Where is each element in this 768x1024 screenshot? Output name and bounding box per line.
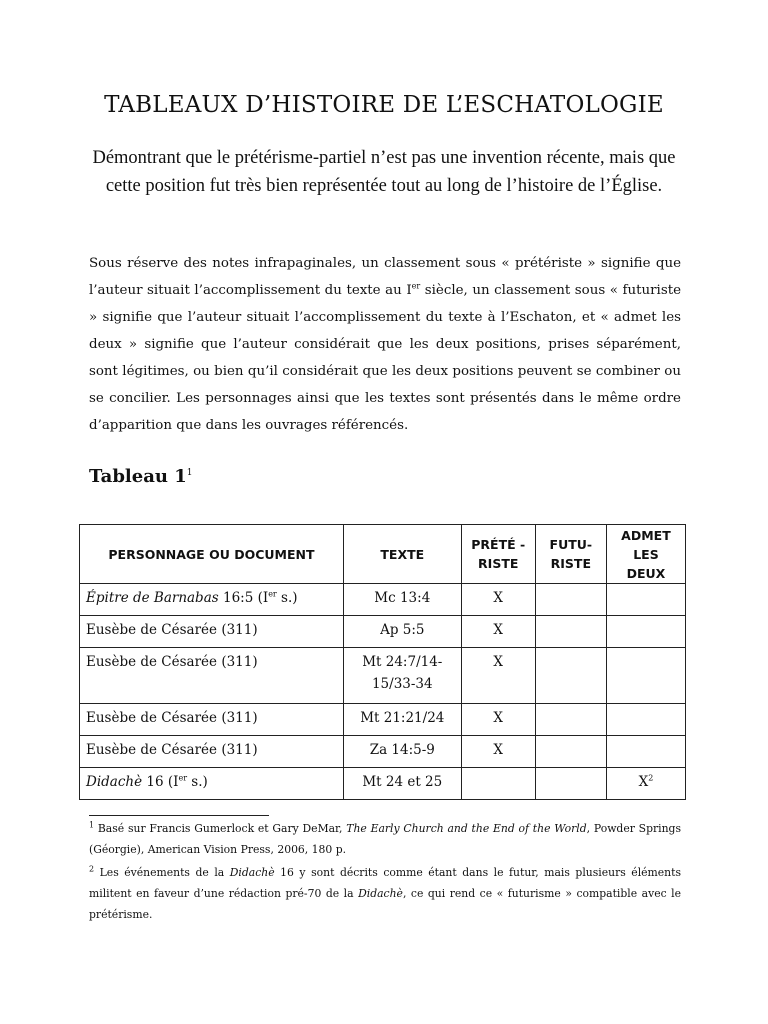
footnote-2-number: 2 bbox=[89, 864, 95, 874]
cell-admet bbox=[606, 704, 685, 736]
cell-futuriste bbox=[535, 736, 606, 768]
footnote-1 bbox=[89, 818, 681, 860]
intro-text-1: Sous réserve des notes infrapaginales, un classement sous « prétériste » signifie que l’auteur situait l’accomplissement du texte au I bbox=[89, 256, 681, 298]
cell-person-text: Eusèbe de Césarée (311) bbox=[86, 654, 258, 670]
footnote-1-text-a: Basé sur Francis Gumerlock et Gary DeMar, bbox=[94, 822, 347, 835]
cell-person-text: 16:5 (I bbox=[218, 590, 269, 606]
cell-person-text: 16 (I bbox=[142, 774, 179, 790]
footnote-2-text-a: Les événements de la bbox=[94, 866, 230, 879]
subtitle: Démontrant que le prétérisme-partiel n’est pas une invention récente, mais que cette position fut très bien représentée tout au long de l’histoire de l’Église. bbox=[92, 148, 676, 196]
cell-futuriste bbox=[535, 648, 606, 704]
table-row bbox=[80, 584, 686, 616]
cell-person-sup: er bbox=[268, 589, 277, 599]
cell-person bbox=[80, 768, 344, 800]
table-row bbox=[80, 616, 686, 648]
header-person: PERSONNAGE OU DOCUMENT bbox=[80, 525, 344, 584]
cell-person bbox=[80, 584, 344, 616]
intro-paragraph bbox=[89, 250, 681, 439]
cell-person bbox=[80, 616, 344, 648]
cell-texte: Mc 13:4 bbox=[343, 584, 461, 616]
header-preteriste: PRÉTÉ -RISTE bbox=[461, 525, 535, 584]
header-texte: TEXTE bbox=[343, 525, 461, 584]
footnote-1-book-title: The Early Church and the End of the World bbox=[346, 822, 587, 835]
table-heading bbox=[89, 466, 193, 487]
intro-superscript: er bbox=[411, 281, 421, 291]
table-header-row bbox=[80, 525, 686, 584]
cell-preteriste bbox=[461, 768, 535, 800]
cell-futuriste bbox=[535, 616, 606, 648]
cell-preteriste: X bbox=[461, 616, 535, 648]
cell-texte: Ap 5:5 bbox=[343, 616, 461, 648]
table-heading-text: Tableau 1 bbox=[89, 466, 187, 487]
cell-preteriste: X bbox=[461, 648, 535, 704]
cell-futuriste bbox=[535, 768, 606, 800]
footnote-1-number: 1 bbox=[89, 820, 95, 830]
cell-person-sup: er bbox=[178, 773, 188, 783]
cell-texte: Mt 24:7/14-15/33-34 bbox=[343, 648, 461, 704]
cell-person-end: s.) bbox=[276, 590, 298, 606]
cell-admet-mark: X bbox=[638, 774, 649, 790]
footnote-2-italic-1: Didachè bbox=[229, 866, 275, 879]
cell-person-end: s.) bbox=[187, 774, 208, 790]
table-row bbox=[80, 736, 686, 768]
cell-person bbox=[80, 704, 344, 736]
cell-preteriste: X bbox=[461, 704, 535, 736]
table-heading-footnote-ref: 1 bbox=[186, 468, 193, 478]
table-row bbox=[80, 704, 686, 736]
cell-person bbox=[80, 648, 344, 704]
footnote-2-text-b: 16 y sont décrits comme étant dans le futur, mais plusieurs éléments militent en faveur d’une rédaction pré-70 de la bbox=[89, 866, 682, 900]
cell-admet bbox=[606, 768, 685, 800]
cell-preteriste: X bbox=[461, 584, 535, 616]
cell-person-text: Eusèbe de Césarée (311) bbox=[86, 622, 258, 638]
footnote-1-text-b: , Powder Springs (Géorgie), American Vision Press, 2006, 180 p. bbox=[89, 822, 681, 856]
cell-texte: Mt 24 et 25 bbox=[343, 768, 461, 800]
header-admet: ADMET LES DEUX bbox=[606, 525, 685, 584]
cell-person-text: Eusèbe de Césarée (311) bbox=[86, 710, 258, 726]
cell-admet bbox=[606, 616, 685, 648]
footnote-divider bbox=[89, 815, 269, 816]
cell-texte: Mt 21:21/24 bbox=[343, 704, 461, 736]
cell-preteriste: X bbox=[461, 736, 535, 768]
footnote-2-italic-2: Didachè bbox=[358, 887, 403, 900]
footnote-2 bbox=[89, 862, 681, 925]
cell-futuriste bbox=[535, 584, 606, 616]
cell-admet bbox=[606, 736, 685, 768]
cell-futuriste bbox=[535, 704, 606, 736]
table-row bbox=[80, 648, 686, 704]
footnote-2-text-c: , ce qui rend ce « futurisme » compatible avec le prétérisme. bbox=[89, 887, 681, 921]
cell-person-text: Eusèbe de Césarée (311) bbox=[86, 742, 258, 758]
header-futuriste: FUTU- RISTE bbox=[535, 525, 606, 584]
cell-admet bbox=[606, 648, 685, 704]
cell-admet-sup: 2 bbox=[648, 773, 654, 783]
footnotes bbox=[89, 818, 681, 927]
cell-person-italic: Didachè bbox=[86, 774, 143, 790]
page-title: TABLEAUX D’HISTOIRE DE L’ESCHATOLOGIE bbox=[104, 92, 664, 118]
eschatology-table bbox=[79, 524, 686, 800]
cell-texte: Za 14:5-9 bbox=[343, 736, 461, 768]
intro-text-2: siècle, un classement sous « futuriste » signifie que l’auteur situait l’accomplissement du texte à l’Eschaton, et « admet les deux » signifie que l’auteur considérait que les deux positions, prises séparément, sont légitimes, ou bien qu’il considérait que les deux positions peuvent se combiner ou se concilier. Les personnages ainsi que les textes sont présentés dans le même ordre d’apparition que dans les ouvrages référencés. bbox=[89, 283, 681, 433]
table-row bbox=[80, 768, 686, 800]
cell-person bbox=[80, 736, 344, 768]
cell-admet bbox=[606, 584, 685, 616]
cell-person-italic: Épitre de Barnabas bbox=[86, 590, 219, 606]
